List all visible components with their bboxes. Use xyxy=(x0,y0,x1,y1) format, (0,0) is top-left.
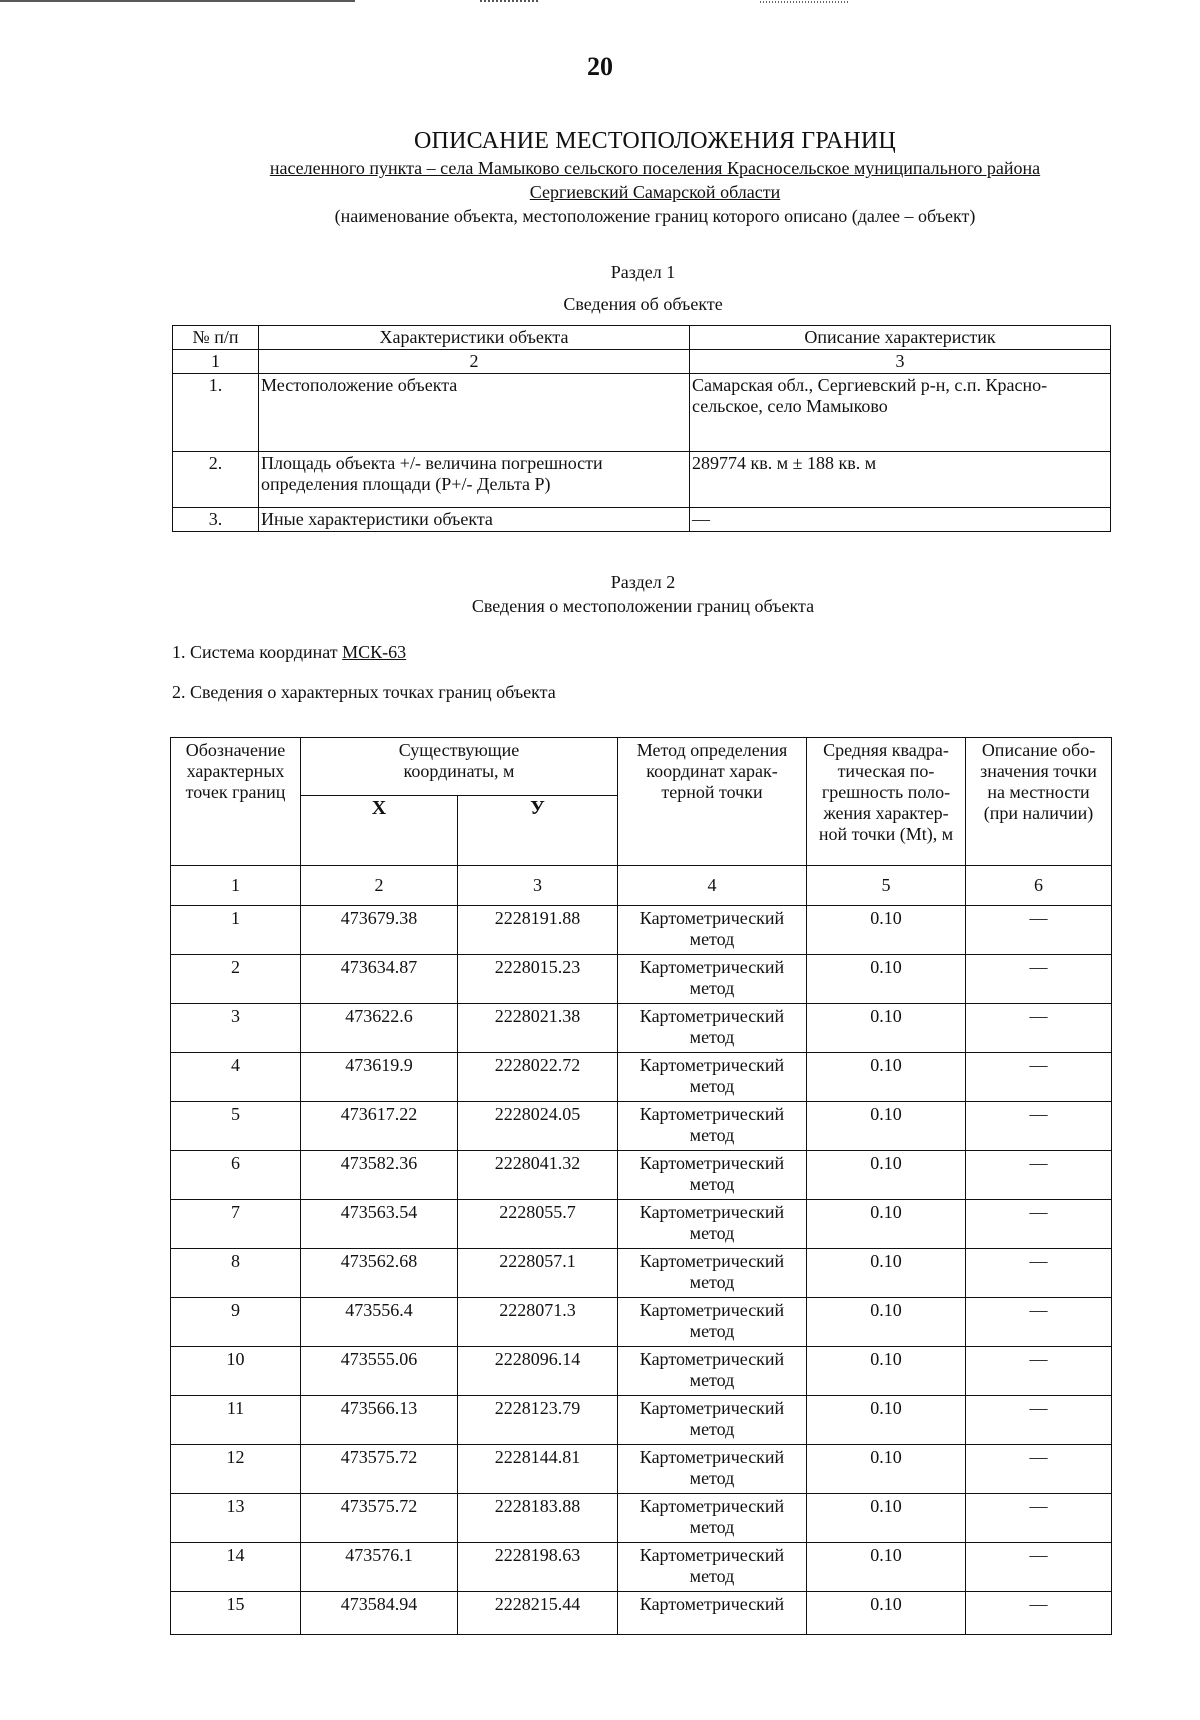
method-line: Картометрический xyxy=(639,908,785,928)
method xyxy=(618,1053,807,1102)
column-header: Описание характеристик xyxy=(690,326,1111,350)
column-number: 4 xyxy=(618,866,807,906)
page-number: 20 xyxy=(587,52,613,81)
point-description: — xyxy=(966,1494,1112,1543)
method xyxy=(618,1347,807,1396)
column-number: 5 xyxy=(807,866,966,906)
method xyxy=(618,1543,807,1592)
point-id: 9 xyxy=(171,1298,301,1347)
header-line: Метод определения xyxy=(636,740,788,760)
column-header-coordinates xyxy=(301,738,618,796)
column-number: 3 xyxy=(458,866,618,906)
characteristic: Иные характеристики объекта xyxy=(259,508,690,532)
mean-square-error: 0.10 xyxy=(807,1543,966,1592)
method xyxy=(618,1445,807,1494)
characteristic-line: определения площади (Р+/- Дельта Р) xyxy=(261,474,551,494)
boundary-points-table xyxy=(170,737,1112,1635)
point-description: — xyxy=(966,906,1112,955)
column-header-x: Х xyxy=(301,796,458,866)
row-number: 2. xyxy=(173,452,259,508)
header-line: Описание обо- xyxy=(981,740,1096,760)
header-line: координат харак- xyxy=(646,761,778,781)
header-line: терной точки xyxy=(661,782,763,802)
table-row xyxy=(173,452,1111,508)
header-line: на местности xyxy=(987,782,1090,802)
method xyxy=(618,955,807,1004)
mean-square-error: 0.10 xyxy=(807,1396,966,1445)
method xyxy=(618,1249,807,1298)
method-line: Картометрический xyxy=(639,1447,785,1467)
coordinate-y: 2228041.32 xyxy=(458,1151,618,1200)
table-row xyxy=(171,1004,1112,1053)
method-line: метод xyxy=(689,1321,735,1341)
method-line: метод xyxy=(689,1370,735,1390)
point-id: 13 xyxy=(171,1494,301,1543)
coordinate-x: 473582.36 xyxy=(301,1151,458,1200)
table-row xyxy=(171,906,1112,955)
coordinate-y: 2228022.72 xyxy=(458,1053,618,1102)
column-header-point-id xyxy=(171,738,301,866)
method-line: Картометрический xyxy=(639,1153,785,1173)
table-row xyxy=(171,1102,1112,1151)
description-line: сельское, село Мамыково xyxy=(692,396,888,416)
table-row xyxy=(171,1298,1112,1347)
description-line: Самарская обл., Сергиевский р-н, с.п. Красно- xyxy=(692,375,1048,395)
method-line: Картометрический xyxy=(639,957,785,977)
row-number: 3. xyxy=(173,508,259,532)
column-number: 3 xyxy=(690,350,1111,374)
table-row xyxy=(171,1592,1112,1635)
column-header-method xyxy=(618,738,807,866)
table-row xyxy=(171,1347,1112,1396)
method-line: Картометрический xyxy=(639,1349,785,1369)
method xyxy=(618,906,807,955)
table-row xyxy=(173,374,1111,452)
method xyxy=(618,1494,807,1543)
header-line: характерных xyxy=(186,761,285,781)
method-line: метод xyxy=(689,1223,735,1243)
column-header: Характеристики объекта xyxy=(259,326,690,350)
header-line: жения характер- xyxy=(823,803,949,823)
coordinate-y: 2228024.05 xyxy=(458,1102,618,1151)
method-line: Картометрический xyxy=(639,1104,785,1124)
coordinate-x: 473679.38 xyxy=(301,906,458,955)
object-name-line-1: населенного пункта – села Мамыково сельского поселения Красносельское муниципального района xyxy=(269,158,1041,178)
coordinate-x: 473556.4 xyxy=(301,1298,458,1347)
point-id: 15 xyxy=(171,1592,301,1635)
object-caption: (наименование объекта, местоположение границ которого описано (далее – объект) xyxy=(334,206,976,226)
coordinate-y: 2228191.88 xyxy=(458,906,618,955)
point-id: 14 xyxy=(171,1543,301,1592)
object-name-line-2: Сергиевский Самарской области xyxy=(529,182,781,202)
coordinate-y: 2228015.23 xyxy=(458,955,618,1004)
boundary-points-label: 2. Сведения о характерных точках границ объекта xyxy=(172,682,556,702)
method-line: метод xyxy=(689,1125,735,1145)
point-id: 10 xyxy=(171,1347,301,1396)
column-header-description xyxy=(966,738,1112,866)
column-number-row xyxy=(173,350,1111,374)
mean-square-error: 0.10 xyxy=(807,1053,966,1102)
document-title: ОПИСАНИЕ МЕСТОПОЛОЖЕНИЯ ГРАНИЦ xyxy=(414,128,896,154)
method-line: метод xyxy=(689,1566,735,1586)
point-description: — xyxy=(966,1004,1112,1053)
mean-square-error: 0.10 xyxy=(807,1200,966,1249)
mean-square-error: 0.10 xyxy=(807,1445,966,1494)
method-line: Картометрический xyxy=(639,1545,785,1565)
method xyxy=(618,1004,807,1053)
coordinate-x: 473576.1 xyxy=(301,1543,458,1592)
column-header-accuracy xyxy=(807,738,966,866)
column-number: 2 xyxy=(301,866,458,906)
method xyxy=(618,1396,807,1445)
point-id: 1 xyxy=(171,906,301,955)
method-line: метод xyxy=(689,1076,735,1096)
mean-square-error: 0.10 xyxy=(807,1298,966,1347)
method-line: метод xyxy=(689,1468,735,1488)
coordinate-x: 473575.72 xyxy=(301,1494,458,1543)
method-line: метод xyxy=(689,1027,735,1047)
point-id: 11 xyxy=(171,1396,301,1445)
coordinate-y: 2228057.1 xyxy=(458,1249,618,1298)
section-1-subheading: Сведения об объекте xyxy=(563,294,723,314)
coordinate-x: 473619.9 xyxy=(301,1053,458,1102)
coordinate-x: 473555.06 xyxy=(301,1347,458,1396)
point-description: — xyxy=(966,1053,1112,1102)
point-description: — xyxy=(966,1200,1112,1249)
table-header-row xyxy=(171,738,1112,796)
mean-square-error: 0.10 xyxy=(807,906,966,955)
coordinate-y: 2228183.88 xyxy=(458,1494,618,1543)
table-row xyxy=(171,1543,1112,1592)
column-number: 6 xyxy=(966,866,1112,906)
header-line: Обозначение xyxy=(185,740,286,760)
coordinate-y: 2228123.79 xyxy=(458,1396,618,1445)
method-line: Картометрический xyxy=(639,1251,785,1271)
table-row xyxy=(171,1151,1112,1200)
coordinate-y: 2228096.14 xyxy=(458,1347,618,1396)
method-line: Картометрический xyxy=(639,1594,785,1614)
header-line: точек границ xyxy=(185,782,286,802)
point-description: — xyxy=(966,1543,1112,1592)
column-header-y: У xyxy=(458,796,618,866)
characteristic xyxy=(259,452,690,508)
scan-artifact xyxy=(0,0,1200,6)
characteristic: Местоположение объекта xyxy=(259,374,690,452)
method xyxy=(618,1151,807,1200)
method-line: метод xyxy=(689,929,735,949)
method xyxy=(618,1298,807,1347)
point-description: — xyxy=(966,1298,1112,1347)
coordinate-y: 2228144.81 xyxy=(458,1445,618,1494)
point-description: — xyxy=(966,1102,1112,1151)
coordinate-y: 2228215.44 xyxy=(458,1592,618,1635)
description xyxy=(690,374,1111,452)
table-row xyxy=(171,1494,1112,1543)
characteristic-line: Площадь объекта +/- величина погрешности xyxy=(261,453,603,473)
coordinate-x: 473566.13 xyxy=(301,1396,458,1445)
point-id: 6 xyxy=(171,1151,301,1200)
point-id: 8 xyxy=(171,1249,301,1298)
table-header-row xyxy=(173,326,1111,350)
point-id: 12 xyxy=(171,1445,301,1494)
header-line: Средняя квадра- xyxy=(823,740,949,760)
section-2-heading: Раздел 2 xyxy=(610,572,676,592)
method-line: метод xyxy=(689,1517,735,1537)
header-line: (при наличии) xyxy=(983,803,1094,823)
point-description: — xyxy=(966,1592,1112,1635)
coordinate-system-value: МСК-63 xyxy=(342,642,407,662)
point-description: — xyxy=(966,1445,1112,1494)
method-line: метод xyxy=(689,1174,735,1194)
method-line: Картометрический xyxy=(639,1006,785,1026)
header-line: координаты, м xyxy=(403,761,515,781)
coordinate-x: 473563.54 xyxy=(301,1200,458,1249)
header-line: тическая по- xyxy=(837,761,935,781)
section-1-heading: Раздел 1 xyxy=(610,262,676,282)
coordinate-y: 2228071.3 xyxy=(458,1298,618,1347)
coordinate-x: 473562.68 xyxy=(301,1249,458,1298)
table-row xyxy=(171,1200,1112,1249)
description: 289774 кв. м ± 188 кв. м xyxy=(690,452,1111,508)
column-number: 1 xyxy=(173,350,259,374)
coordinate-y: 2228021.38 xyxy=(458,1004,618,1053)
method xyxy=(618,1200,807,1249)
method-line: Картометрический xyxy=(639,1300,785,1320)
header-line: ной точки (Mt), м xyxy=(818,824,954,844)
row-number: 1. xyxy=(173,374,259,452)
header-line: значения точки xyxy=(980,761,1097,781)
mean-square-error: 0.10 xyxy=(807,1592,966,1635)
method-line: Картометрический xyxy=(639,1202,785,1222)
method-line: Картометрический xyxy=(639,1055,785,1075)
mean-square-error: 0.10 xyxy=(807,1102,966,1151)
point-id: 2 xyxy=(171,955,301,1004)
method xyxy=(618,1102,807,1151)
point-id: 7 xyxy=(171,1200,301,1249)
column-number: 1 xyxy=(171,866,301,906)
coordinate-x: 473575.72 xyxy=(301,1445,458,1494)
table-row xyxy=(171,1249,1112,1298)
coordinate-system-line xyxy=(172,642,406,663)
header-line: грешность поло- xyxy=(821,782,951,802)
header-line: Существующие xyxy=(398,740,520,760)
point-id: 4 xyxy=(171,1053,301,1102)
section-2-subheading: Сведения о местоположении границ объекта xyxy=(471,596,815,616)
mean-square-error: 0.10 xyxy=(807,955,966,1004)
point-description: — xyxy=(966,955,1112,1004)
coordinate-x: 473617.22 xyxy=(301,1102,458,1151)
point-description: — xyxy=(966,1249,1112,1298)
coordinate-x: 473634.87 xyxy=(301,955,458,1004)
table-row xyxy=(173,508,1111,532)
point-description: — xyxy=(966,1347,1112,1396)
method-line: метод xyxy=(689,1419,735,1439)
mean-square-error: 0.10 xyxy=(807,1347,966,1396)
description: — xyxy=(690,508,1111,532)
method-line: метод xyxy=(689,1272,735,1292)
table-row xyxy=(171,1053,1112,1102)
mean-square-error: 0.10 xyxy=(807,1004,966,1053)
table-row xyxy=(171,1396,1112,1445)
point-id: 3 xyxy=(171,1004,301,1053)
method-line: Картометрический xyxy=(639,1496,785,1516)
point-description: — xyxy=(966,1151,1112,1200)
method xyxy=(618,1592,807,1635)
point-id: 5 xyxy=(171,1102,301,1151)
table-row xyxy=(171,1445,1112,1494)
mean-square-error: 0.10 xyxy=(807,1151,966,1200)
column-number: 2 xyxy=(259,350,690,374)
point-description: — xyxy=(966,1396,1112,1445)
points-body xyxy=(171,906,1112,1635)
mean-square-error: 0.10 xyxy=(807,1494,966,1543)
coordinate-x: 473584.94 xyxy=(301,1592,458,1635)
coordinate-system-label: 1. Система координат xyxy=(172,642,343,662)
column-header: № п/п xyxy=(173,326,259,350)
coordinate-x: 473622.6 xyxy=(301,1004,458,1053)
method-line: Картометрический xyxy=(639,1398,785,1418)
mean-square-error: 0.10 xyxy=(807,1249,966,1298)
coordinate-y: 2228055.7 xyxy=(458,1200,618,1249)
coordinate-y: 2228198.63 xyxy=(458,1543,618,1592)
method-line: метод xyxy=(689,978,735,998)
column-number-row xyxy=(171,866,1112,906)
table-row xyxy=(171,955,1112,1004)
object-info-table xyxy=(172,325,1111,532)
